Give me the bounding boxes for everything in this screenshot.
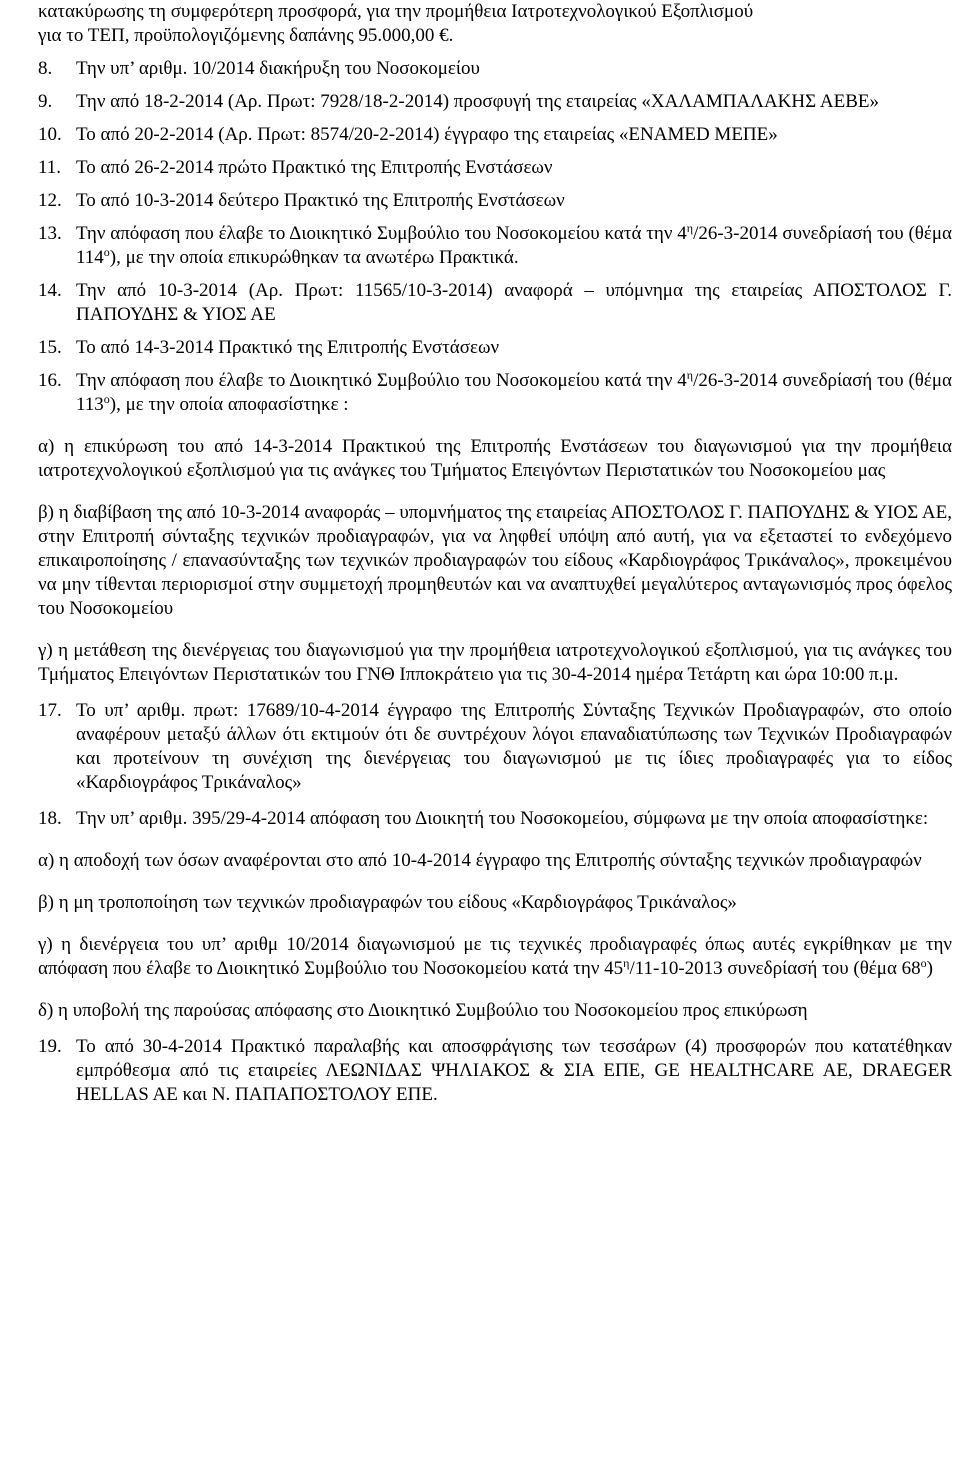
item16-sub-c: γ) η μετάθεση της διενέργειας του διαγωνισμού για την προμήθεια ιατροτεχνολογικού εξοπλισμού, για τις ανάγκες του Τμήματος Επειγόντων Περιστατικών του ΓΝΘ Ιπποκράτειο για τις 30-4-2014 ημέρα Τετάρτη και ώρα 10:00 π.μ. — [38, 640, 952, 685]
item-text-c: ), με την οποία επικυρώθηκαν τα ανωτέρω Πρακτικά. — [109, 247, 519, 268]
ordinal-sup: ο — [920, 956, 927, 970]
item-number: 16. — [38, 370, 62, 391]
list-item-10 — [38, 123, 952, 147]
item-number: 17. — [38, 700, 62, 721]
item-number: 18. — [38, 808, 62, 829]
item-number: 11. — [38, 157, 62, 178]
list-item-16 — [38, 369, 952, 417]
item-text: Το από 26-2-2014 πρώτο Πρακτικό της Επιτροπής Ενστάσεων — [76, 157, 553, 178]
item-text-c: ), με την οποία αποφασίστηκε : — [109, 394, 349, 415]
item-text: Την από 18-2-2014 (Αρ. Πρωτ: 7928/18-2-2014) προσφυγή της εταιρείας «ΧΑΛΑΜΠΑΛΑΚΗΣ ΑΕΒΕ» — [76, 91, 879, 112]
item-number: 9. — [38, 91, 53, 112]
ordinal-sup: η — [623, 956, 630, 970]
item18-sub-a: α) η αποδοχή των όσων αναφέρονται στο από 10-4-2014 έγγραφο της Επιτροπής σύνταξης τεχνικών προδιαγραφών — [38, 850, 922, 871]
item-number: 19. — [38, 1036, 62, 1057]
item-number: 10. — [38, 124, 62, 145]
list-item-18 — [38, 807, 952, 831]
item-text: Την υπ’ αριθμ. 10/2014 διακήρυξη του Νοσοκομείου — [76, 58, 480, 79]
list-item-15 — [38, 336, 952, 360]
item-text-b: /26-3-2014 συνεδρίασή του (θέμα 114 — [76, 223, 953, 268]
item-number: 14. — [38, 280, 62, 301]
item-text-a: Την απόφαση που έλαβε το Διοικητικό Συμβούλιο του Νοσοκομείου κατά την 4 — [76, 370, 687, 391]
item-text: Την υπ’ αριθμ. 395/29-4-2014 απόφαση του Διοικητή του Νοσοκομείου, σύμφωνα με την οποία αποφασίστηκε: — [76, 808, 929, 829]
item-text-b: /26-3-2014 συνεδρίασή του (θέμα 113 — [76, 370, 953, 415]
item-text: Το από 30-4-2014 Πρακτικό παραλαβής και αποσφράγισης των τεσσάρων (4) προσφορών που κατατέθηκαν εμπρόθεσμα από τις εταιρείες ΛΕΩΝΙΔΑΣ ΨΗΛΙΑΚΟΣ & ΣΙΑ ΕΠΕ, GE HEALTHCARE AE, DRAEGER HELLAS AE και Ν. ΠΑΠΑΠΟΣΤΟΛΟΥ ΕΠΕ. — [76, 1036, 952, 1105]
item16-sub-b: β) η διαβίβαση της από 10-3-2014 αναφοράς – υπομνήματος της εταιρείας ΑΠΟΣΤΟΛΟΣ Γ. ΠΑΠΟΥΔΗΣ & ΥΙΟΣ ΑΕ, στην Επιτροπή σύνταξης τεχνικών προδιαγραφών, για να ληφθεί υπόψη από αυτή, για να εξεταστεί το ενδεχόμενο επικαιροποίησης / επανασύνταξης των τεχνικών προδιαγραφών του είδους «Καρδιογράφος Τρικάναλος», προκειμένου να μην τίθενται περιορισμοί στην συμμετοχή προμηθευτών και να αναπτυχθεί μεγαλύτερος ανταγωνισμός προς όφελος του Νοσοκομείου — [38, 502, 952, 619]
item-text: Το από 14-3-2014 Πρακτικό της Επιτροπής Ενστάσεων — [76, 337, 500, 358]
list-item-19 — [38, 1035, 952, 1107]
item-text-a: Την απόφαση που έλαβε το Διοικητικό Συμβούλιο του Νοσοκομείου κατά την 4 — [76, 223, 687, 244]
item18-sub-d: δ) η υποβολή της παρούσας απόφασης στο Διοικητικό Συμβούλιο του Νοσοκομείου προς επικύρωση — [38, 1000, 808, 1021]
item16-sub-a: α) η επικύρωση του από 14-3-2014 Πρακτικού της Επιτροπής Ενστάσεων του διαγωνισμού για την προμήθεια ιατροτεχνολογικού εξοπλισμού για τις ανάγκες του Τμήματος Επειγόντων Περιστατικών του Νοσοκομείου μας — [38, 436, 952, 481]
item-text: Το υπ’ αριθμ. πρωτ: 17689/10-4-2014 έγγραφο της Επιτροπής Σύνταξης Τεχνικών Προδιαγραφών, στο οποίο αναφέρουν μεταξύ άλλων ότι εκτιμούν ότι δε συντρέχουν λόγοι επαναδιατύπωσης των Τεχνικών Προδιαγραφών και προτείνουν τη συνέχιση της διενέργειας του διαγωνισμού με τις ίδιες προδιαγραφές για το είδος «Καρδιογράφος Τρικάναλος» — [76, 700, 952, 793]
list-item-13 — [38, 222, 952, 270]
item-number: 8. — [38, 58, 53, 79]
item-text: Την από 10-3-2014 (Αρ. Πρωτ: 11565/10-3-2014) αναφορά – υπόμνημα της εταιρείας ΑΠΟΣΤΟΛΟΣ Γ. ΠΑΠΟΥΔΗΣ & ΥΙΟΣ ΑΕ — [76, 280, 952, 325]
intro-line-2: για το ΤΕΠ, προϋπολογιζόμενης δαπάνης 95.000,00 €. — [38, 25, 454, 46]
intro-line-1: κατακύρωσης τη συμφερότερη προσφορά, για την προμήθεια Ιατροτεχνολογικού Εξοπλισμού — [38, 1, 754, 22]
list-item-12 — [38, 189, 952, 213]
item-number: 12. — [38, 190, 62, 211]
sub-text-c: ) — [926, 958, 933, 979]
sub-text-b: /11-10-2013 συνεδρίασή του (θέμα 68 — [629, 958, 921, 979]
item-text: Το από 10-3-2014 δεύτερο Πρακτικό της Επιτροπής Ενστάσεων — [76, 190, 565, 211]
sub-text-a: γ) η διενέργεια του υπ’ αριθμ 10/2014 διαγωνισμού με τις τεχνικές προδιαγραφές όπως αυτές εγκρίθηκαν με την απόφαση που έλαβε το Διοικητικό Συμβούλιο του Νοσοκομείου κατά την 45 — [38, 934, 952, 979]
item-text: Το από 20-2-2014 (Αρ. Πρωτ: 8574/20-2-2014) έγγραφο της εταιρείας «ENAMED ΜΕΠΕ» — [76, 124, 778, 145]
list-item-11 — [38, 156, 952, 180]
intro-paragraph — [38, 0, 952, 48]
list-item-14 — [38, 279, 952, 327]
item18-sub-c — [38, 933, 952, 981]
ordinal-sup: ο — [103, 392, 110, 406]
item-number: 13. — [38, 223, 62, 244]
list-item-17 — [38, 699, 952, 795]
ordinal-sup: η — [686, 368, 694, 382]
ordinal-sup: ο — [103, 245, 110, 259]
list-item-8 — [38, 57, 952, 81]
item-number: 15. — [38, 337, 62, 358]
ordinal-sup: η — [686, 221, 694, 235]
list-item-9 — [38, 90, 952, 114]
item18-sub-b: β) η μη τροποποίηση των τεχνικών προδιαγραφών του είδους «Καρδιογράφος Τρικάναλος» — [38, 892, 737, 913]
